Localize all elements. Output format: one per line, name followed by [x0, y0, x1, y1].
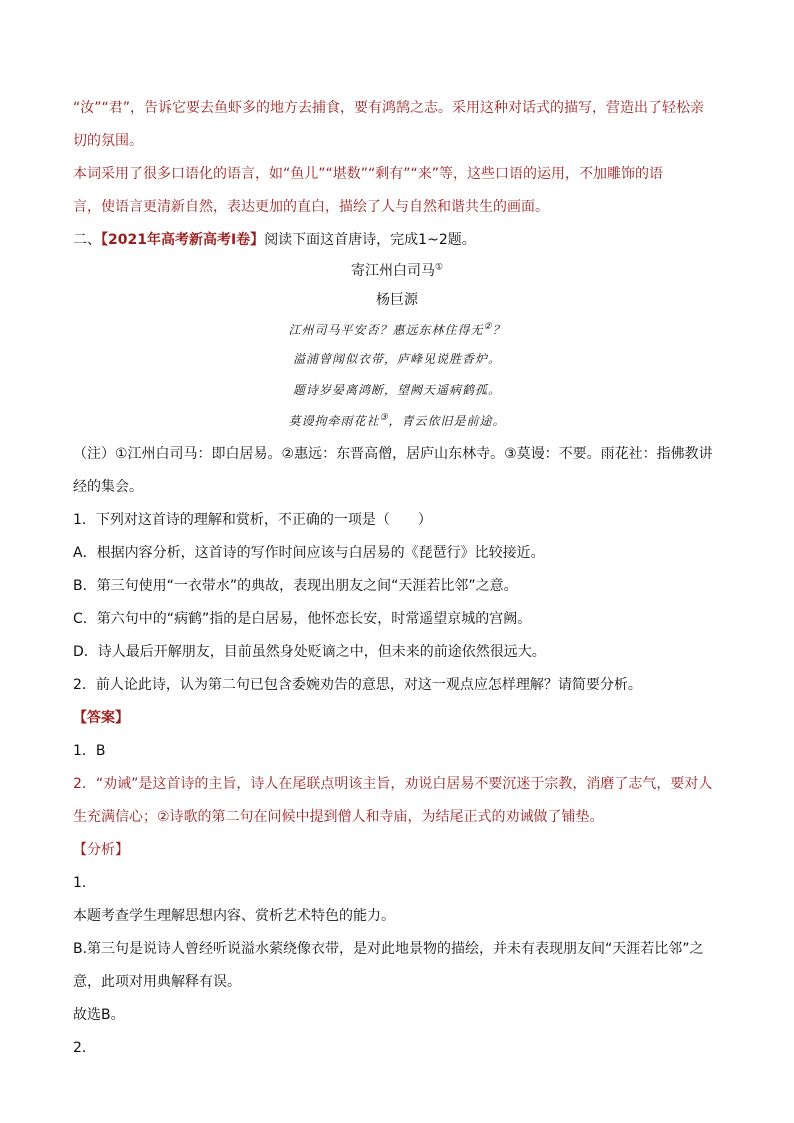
question1-option-c: C．第六句中的“病鹤”指的是白居易，他怀恋长安，时常遥望京城的宫阙。 — [73, 611, 532, 627]
analysis-num1: 1． — [73, 875, 96, 891]
section2-source: 【2021年高考新高考Ⅰ卷】 — [101, 232, 265, 248]
poem-line-2 — [0, 351, 794, 367]
paragraph1-line1: “汝”“君”，告诉它要去鱼虾多的地方去捕食，要有鸿鹄之志。采用这种对话式的描写，营造出了轻松亲 — [73, 100, 705, 116]
poem-line-note: ② — [483, 322, 493, 332]
poem-title-text: 寄江州白司马 — [350, 263, 435, 279]
poem-line-note: ③ — [379, 413, 389, 423]
answer-heading: 【答案】 — [73, 710, 129, 726]
poem-line-tail: ？ — [492, 323, 506, 337]
poem-line-text: 题诗岁晏离鸿断，望阙天遥病鹤孤。 — [292, 383, 501, 397]
poem-line-3 — [0, 382, 794, 398]
paragraph2-line2: 言，使语言更清新自然，表达更加的直白，描绘了人与自然和谐共生的画面。 — [73, 199, 549, 215]
section2-instruction: 阅读下面这首唐诗，完成1~2题。 — [264, 232, 476, 248]
analysis-heading: 【分析】 — [73, 842, 129, 858]
poem-title — [0, 262, 794, 280]
question1-option-d: D．诗人最后开解朋友，目前虽然身处贬谪之中，但未来的前途依然很远大。 — [73, 644, 546, 660]
question1-option-b: B．第三句使用“一衣带水”的典故，表现出朋友之间“天涯若比邻”之意。 — [73, 578, 518, 594]
analysis-line4: 故选B。 — [73, 1007, 125, 1023]
section2-heading — [73, 231, 476, 249]
paragraph2-line1: 本词采用了很多口语化的语言，如“鱼儿”“堪数”“剩有”“来”等，这些口语的运用，不加雕饰的语 — [73, 166, 664, 182]
question1-option-a: A．根据内容分析，这首诗的写作时间应该与白居易的《琵琶行》比较接近。 — [73, 545, 545, 561]
poem-author: 杨巨源 — [376, 292, 418, 308]
question1-stem: 1．下列对这首诗的理解和赏析，不正确的一项是（ ） — [73, 512, 432, 528]
answer-2-line2: 生充满信心；②诗歌的第二句在问候中提到僧人和寺庙，为结尾正式的劝诫做了铺垫。 — [73, 809, 604, 825]
question2-stem: 2．前人论此诗，认为第二句已包含委婉劝告的意思，对这一观点应怎样理解？请简要分析。 — [73, 677, 642, 693]
poem-title-note: ① — [434, 262, 444, 273]
poem-line-text: 溢浦曾闻似衣带，庐峰见说胜香炉。 — [292, 352, 501, 366]
paragraph1-line2: 切的氛围。 — [73, 133, 143, 149]
poem-line-text: 江州司马平安否？惠远东林住得无 — [288, 323, 484, 337]
answer-1: 1．B — [73, 743, 106, 759]
notes-line1: （注）①江州白司马：即白居易。②惠远：东晋高僧，居庐山东林寺。③莫谩：不要。雨花社：指佛教讲 — [73, 446, 713, 462]
section2-prefix: 二、 — [73, 232, 101, 248]
poem-line-1 — [0, 322, 794, 338]
poem-line-text: 莫谩拘牵雨花社 — [288, 414, 380, 428]
answer-2-line1: 2．“劝诫”是这首诗的主旨，诗人在尾联点明该主旨，劝说白居易不要沉迷于宗教，消磨了志气，要对人 — [73, 776, 713, 792]
analysis-line2: B.第三句是说诗人曾经听说溢水萦绕像衣带，是对此地景物的描绘，并未有表现朋友间“天涯若比邻”之 — [73, 941, 704, 957]
analysis-line3: 意，此项对用典解释有误。 — [73, 974, 241, 990]
poem-line-tail: ，青云依旧是前途。 — [388, 414, 506, 428]
analysis-num2: 2． — [73, 1040, 96, 1056]
analysis-line1: 本题考查学生理解思想内容、赏析艺术特色的能力。 — [73, 908, 395, 924]
poem-line-4 — [0, 413, 794, 429]
notes-line2: 经的集会。 — [73, 479, 143, 495]
